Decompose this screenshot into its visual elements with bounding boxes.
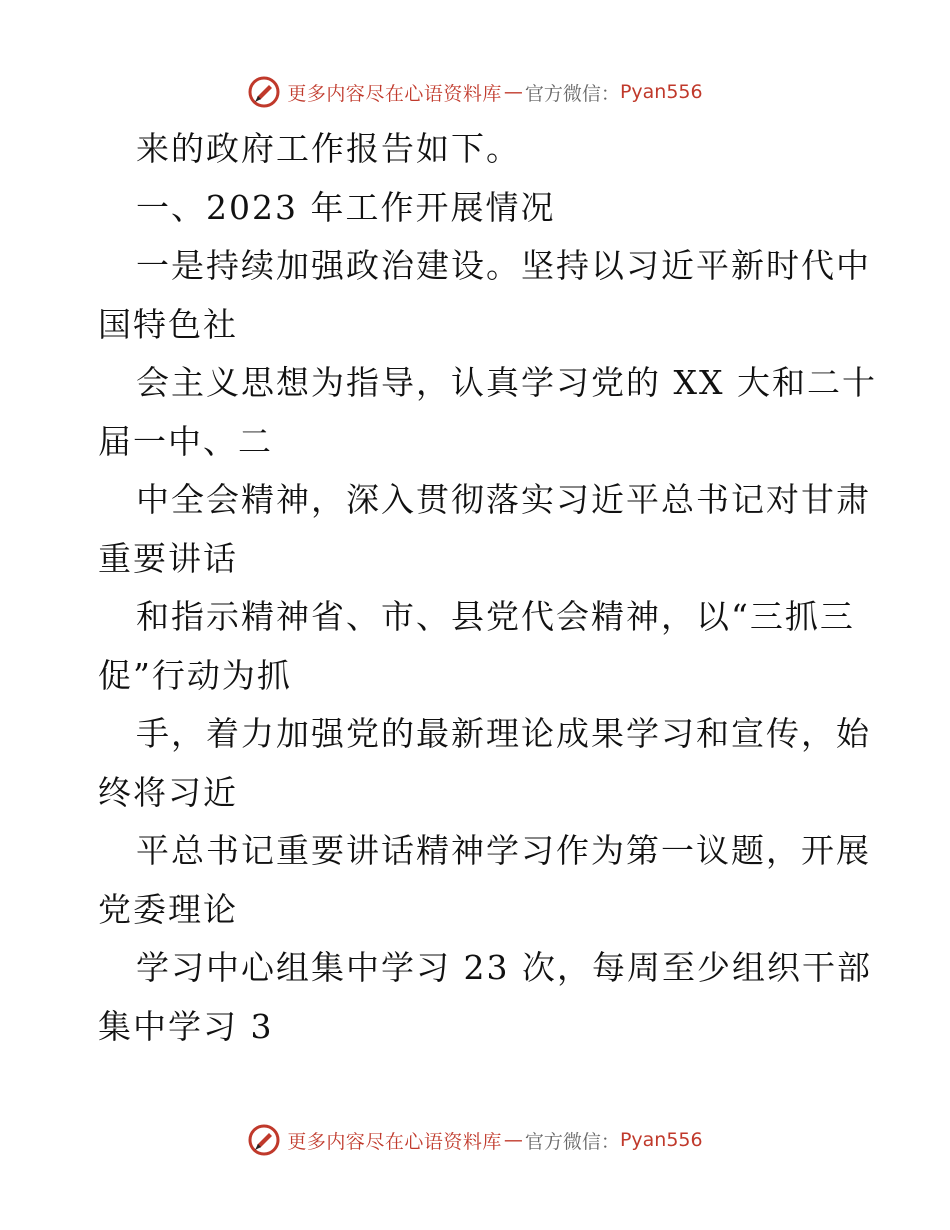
text-line: 一是持续加强政治建设。坚持以习近平新时代中 bbox=[136, 246, 871, 285]
text-line: 平总书记重要讲话精神学习作为第一议题，开展 bbox=[136, 831, 871, 870]
watermark-separator: — bbox=[503, 81, 523, 103]
watermark-text: 更多内容尽在心语资料库 bbox=[287, 1130, 502, 1153]
text-line: 来的政府工作报告如下。 bbox=[136, 129, 521, 168]
text-line: 手，着力加强党的最新理论成果学习和宣传，始 bbox=[136, 714, 871, 753]
watermark-wechat-label: 官方微信： bbox=[524, 1130, 620, 1153]
text-line: 中全会精神，深入贯彻落实习近平总书记对甘肃 bbox=[136, 480, 871, 519]
text-line: 和指示精神省、市、县党代会精神，以“三抓三 bbox=[136, 597, 855, 636]
watermark-wechat-label: 官方微信： bbox=[524, 82, 620, 105]
text-line: 重要讲话 bbox=[98, 538, 238, 578]
watermark-wechat-id: Pyan556 bbox=[619, 81, 703, 103]
watermark-footer bbox=[0, 1120, 950, 1160]
text-line: 集中学习 3 bbox=[98, 1006, 274, 1046]
quill-logo-icon bbox=[247, 1123, 281, 1157]
text-line: 党委理论 bbox=[98, 889, 238, 929]
document-body bbox=[98, 120, 877, 1056]
text-line: 学习中心组集中学习 23 次，每周至少组织干部 bbox=[136, 948, 872, 987]
text-line: 届一中、二 bbox=[98, 421, 273, 461]
watermark-wechat-id: Pyan556 bbox=[619, 1129, 703, 1151]
section-heading: 一、2023 年工作开展情况 bbox=[136, 187, 556, 227]
watermark-separator: — bbox=[503, 1129, 523, 1151]
watermark-text: 更多内容尽在心语资料库 bbox=[287, 82, 502, 105]
text-line: 促”行动为抓 bbox=[98, 655, 292, 695]
text-line: 国特色社 bbox=[98, 304, 238, 344]
text-line: 终将习近 bbox=[98, 772, 238, 812]
quill-logo-icon bbox=[247, 75, 281, 109]
watermark-header bbox=[0, 72, 950, 112]
text-line: 会主义思想为指导，认真学习党的 XX 大和二十 bbox=[136, 363, 877, 402]
